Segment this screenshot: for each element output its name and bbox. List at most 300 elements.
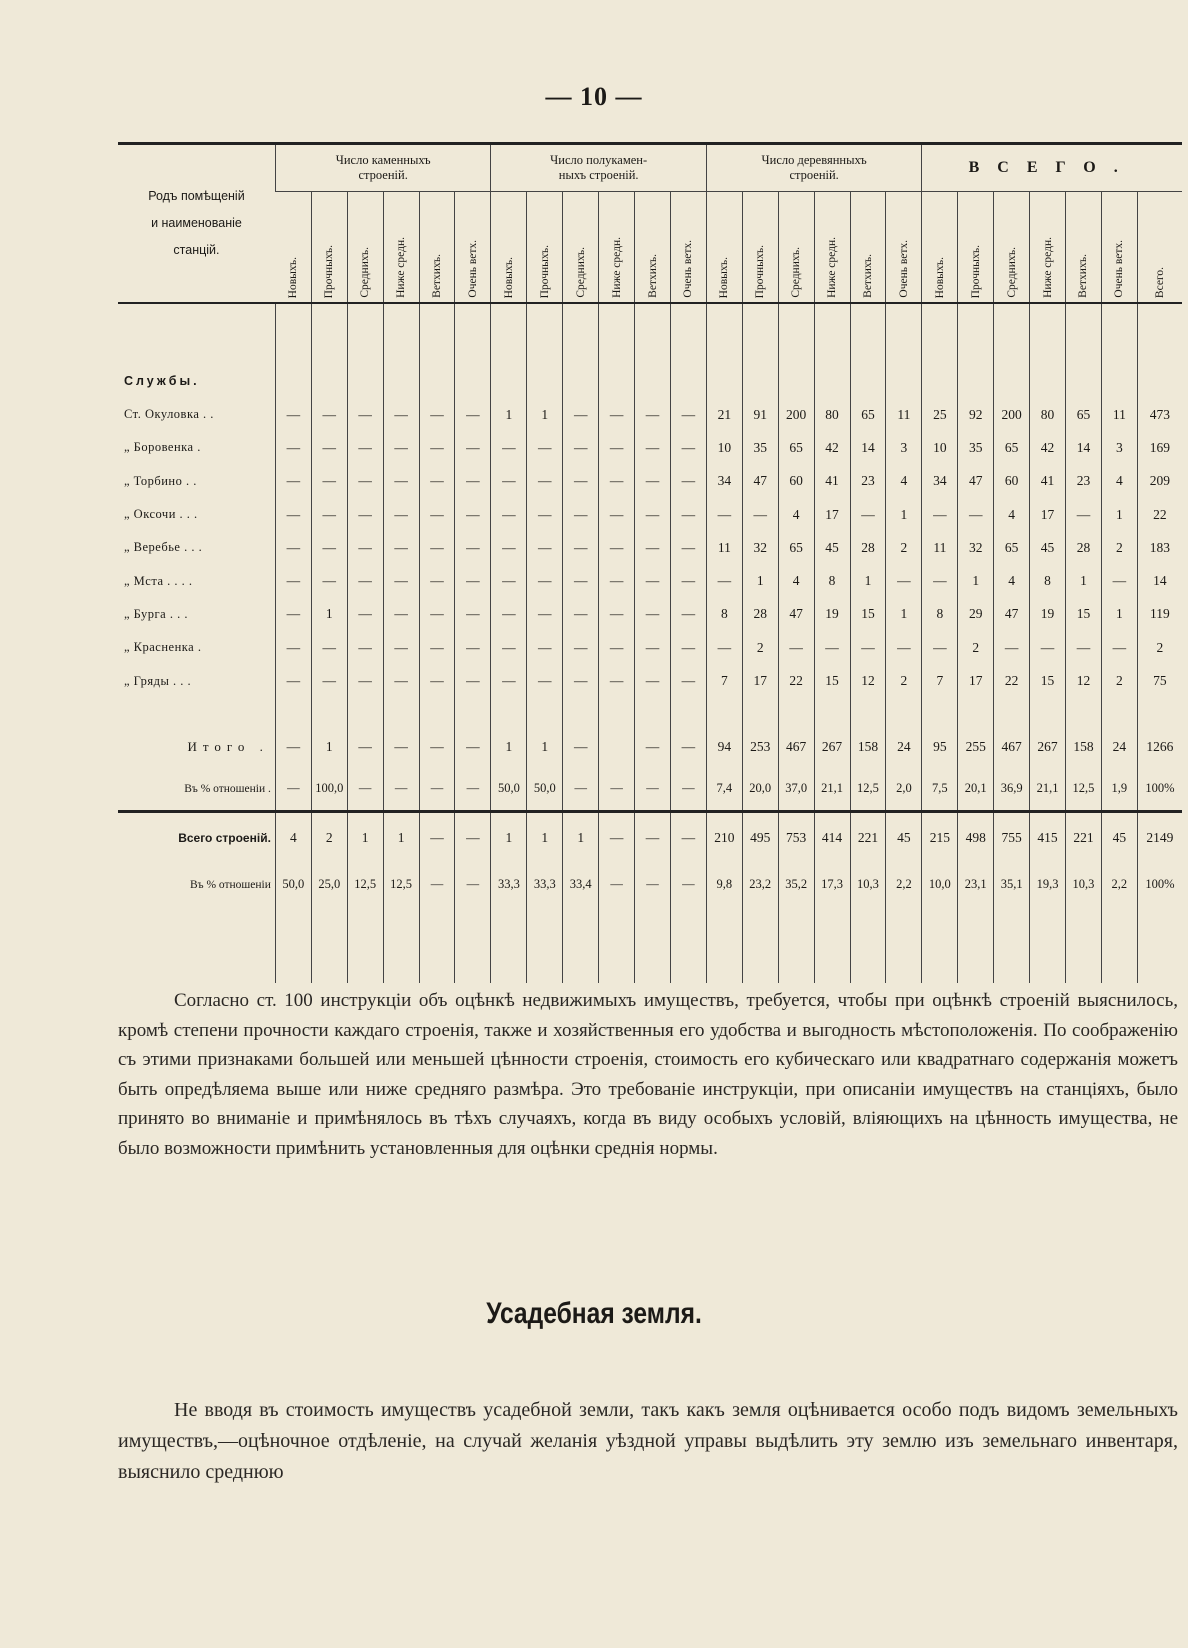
empty-cell [922,907,958,983]
table-cell: — [419,564,455,597]
subheader-semi-stone-3 [563,192,599,304]
subheader-total-7 [1137,192,1182,304]
table-cell: 10,3 [850,863,886,907]
empty-cell [1137,303,1182,364]
table-cell: — [455,498,491,531]
table-cell: 1 [311,598,347,631]
table-cell: 50,0 [491,768,527,810]
table-cell: — [383,498,419,531]
empty-cell [275,303,311,364]
table-cell: — [635,564,671,597]
table-cell: 28 [1066,531,1102,564]
row-label: „ Веребье . . . [124,540,203,555]
table-cell: 10,3 [1066,863,1102,907]
table-cell: 210 [706,811,742,863]
empty-cell [599,698,635,726]
table-cell: — [275,631,311,664]
empty-cell [383,907,419,983]
subheader-semi-stone-1 [491,192,527,304]
table-cell: 45 [814,531,850,564]
table-cell: — [599,664,635,697]
table-cell: 7,4 [706,768,742,810]
subheader-label: Ниже средн. [826,237,839,298]
subheader-stone-1 [275,192,311,304]
table-cell: — [347,531,383,564]
table-cell: 80 [814,398,850,431]
empty-cell [527,698,563,726]
subheader-semi-stone-2 [527,192,563,304]
table-cell: 35 [958,431,994,464]
empty-cell [347,698,383,726]
empty-cell [814,698,850,726]
empty-cell [347,303,383,364]
table-cell: 50,0 [527,768,563,810]
table-cell: 65 [778,531,814,564]
table-cell: — [527,431,563,464]
table-cell: — [527,631,563,664]
table-cell: 19,3 [1030,863,1066,907]
table-cell: — [563,531,599,564]
table-cell: — [563,398,599,431]
table-cell: 119 [1137,598,1182,631]
table-cell: 19 [1030,598,1066,631]
table-cell: — [599,564,635,597]
table-cell: 2,2 [1101,863,1137,907]
table-cell: 15 [850,598,886,631]
table-cell: — [419,863,455,907]
table-cell: — [886,564,922,597]
table-cell: — [814,631,850,664]
table-cell: 22 [994,664,1030,697]
table-cell: — [347,564,383,597]
table-cell: — [599,598,635,631]
empty-cell [1066,303,1102,364]
subheader-total-4 [1030,192,1066,304]
table-cell: — [347,398,383,431]
empty-cell [383,698,419,726]
table-cell: — [1101,631,1137,664]
table-cell: 100,0 [311,768,347,810]
table-cell: 10 [706,431,742,464]
section-row [118,364,1182,398]
subheader-label: Ниже средн. [395,237,408,298]
empty-cell [118,698,275,726]
table-cell: 1 [527,811,563,863]
empty-cell [994,698,1030,726]
empty-cell [994,907,1030,983]
table-cell: — [563,431,599,464]
table-cell: 14 [1066,431,1102,464]
table-cell: 47 [958,465,994,498]
table-cell: 32 [742,531,778,564]
empty-cell [706,698,742,726]
empty-cell [563,303,599,364]
table-cell: — [455,811,491,863]
table-cell: — [491,431,527,464]
empty-cell [706,364,742,398]
station-row [118,564,1182,597]
table-cell: 267 [814,726,850,768]
table-cell: 158 [850,726,886,768]
subheader-label: Среднихъ. [359,247,372,298]
table-cell: 4 [778,498,814,531]
empty-cell [491,303,527,364]
table-cell: 4 [275,811,311,863]
empty-cell [419,698,455,726]
group-header-semi-stone: Число полукамен- ныхъ строеній. [491,144,706,192]
section-heading: Усадебная земля. [486,1297,702,1330]
table-cell: 91 [742,398,778,431]
table-cell: — [383,768,419,810]
table-cell: 1266 [1137,726,1182,768]
table-cell: 100% [1137,768,1182,810]
table-cell: — [850,498,886,531]
table-cell: — [383,531,419,564]
table-cell: — [275,726,311,768]
empty-cell [455,698,491,726]
table-cell: 7 [706,664,742,697]
table-cell: — [311,431,347,464]
table-cell: 45 [1101,811,1137,863]
table-cell: 253 [742,726,778,768]
table-cell: 41 [1030,465,1066,498]
subheader-stone-3 [347,192,383,304]
empty-cell [670,698,706,726]
table-cell: — [419,431,455,464]
table-cell: 22 [1137,498,1182,531]
table-cell: — [1030,631,1066,664]
station-row [118,431,1182,464]
empty-cell [1066,698,1102,726]
empty-cell [778,698,814,726]
table-cell: — [850,631,886,664]
table-cell: 1 [742,564,778,597]
row-header-line-1: Родъ помѣщеній [148,189,245,203]
table-cell: — [670,531,706,564]
table-cell: — [599,863,635,907]
table-cell: — [994,631,1030,664]
table-cell: — [419,726,455,768]
table-cell: — [383,564,419,597]
row-label: „ Бурга . . . [124,606,188,621]
grand-total-row [118,811,1182,863]
table-cell: 1 [347,811,383,863]
table-cell: — [275,564,311,597]
subheader-label: Среднихъ. [574,247,587,298]
empty-cell [742,303,778,364]
table-cell: 8 [814,564,850,597]
table-cell: 33,4 [563,863,599,907]
table-cell: 753 [778,811,814,863]
table-cell: 1 [563,811,599,863]
table-cell: 15 [1066,598,1102,631]
subheader-wooden-4 [814,192,850,304]
empty-cell [1137,698,1182,726]
table-cell: — [347,768,383,810]
empty-cell [599,364,635,398]
table-cell: — [275,498,311,531]
empty-cell [670,303,706,364]
table-cell: 15 [814,664,850,697]
table-cell: 47 [994,598,1030,631]
table-cell: 42 [814,431,850,464]
empty-cell [527,364,563,398]
subheader-label: Прочныхъ. [969,244,982,298]
row-header [118,144,275,304]
table-cell: 34 [706,465,742,498]
row-label: Всего строеній. [178,830,271,845]
group-header-stone: Число каменныхъ строеній. [275,144,491,192]
empty-cell [814,364,850,398]
subheader-label: Новыхъ. [933,256,946,298]
empty-cell [635,303,671,364]
column-subheaders [118,192,1182,304]
table-cell: — [347,431,383,464]
table-cell: 75 [1137,664,1182,697]
empty-cell [1066,907,1102,983]
table-cell: 35,1 [994,863,1030,907]
table-cell: — [383,631,419,664]
table-cell: 9,8 [706,863,742,907]
table-cell: 495 [742,811,778,863]
station-row [118,664,1182,697]
table-cell: 17 [742,664,778,697]
empty-cell [635,907,671,983]
table-cell: — [275,431,311,464]
table-cell: — [706,564,742,597]
subheader-label: Ветхихъ. [430,254,443,298]
table-cell: — [670,598,706,631]
table-cell: — [670,664,706,697]
empty-cell [1137,907,1182,983]
empty-cell [1101,698,1137,726]
subheader-semi-stone-6 [670,192,706,304]
table-cell: — [491,498,527,531]
table-cell: 755 [994,811,1030,863]
group-header-wooden: Число деревянныхъ строеній. [706,144,922,192]
table-cell: 2 [886,664,922,697]
table-cell: 29 [958,598,994,631]
empty-cell [994,303,1030,364]
empty-cell [850,303,886,364]
empty-cell [118,907,275,983]
table-cell: 12,5 [383,863,419,907]
empty-cell [311,364,347,398]
empty-cell [383,364,419,398]
subheader-label: Очень ветх. [466,240,479,298]
table-cell: — [670,465,706,498]
table-cell: — [491,465,527,498]
subheader-label: Среднихъ. [790,247,803,298]
table-cell: 473 [1137,398,1182,431]
table-cell: 25,0 [311,863,347,907]
subheader-label: Ниже средн. [610,237,623,298]
subheader-label: Новыхъ. [287,256,300,298]
table-cell: — [455,431,491,464]
subheader-label: Ниже средн. [1041,237,1054,298]
table-cell: 92 [958,398,994,431]
table-cell: 20,1 [958,768,994,810]
table-cell: — [670,431,706,464]
table-cell: 28 [850,531,886,564]
empty-cell [527,907,563,983]
empty-cell [1101,907,1137,983]
table-cell: — [958,498,994,531]
subheader-label: Ветхихъ. [1077,254,1090,298]
table-cell: — [455,598,491,631]
paragraph-instruction [118,986,1178,1163]
subheader-label: Новыхъ. [502,256,515,298]
table-cell: — [563,598,599,631]
table-cell: 415 [1030,811,1066,863]
table-cell: — [778,631,814,664]
table-cell: 33,3 [527,863,563,907]
table-cell: — [635,465,671,498]
empty-cell [886,907,922,983]
spacer-row [118,907,1182,983]
row-label: „ Мста . . . . [124,573,193,588]
table-cell: 24 [886,726,922,768]
group-header-total: ВСЕГО. [922,144,1182,192]
table-cell: 7 [922,664,958,697]
table-cell: — [670,863,706,907]
table-cell: 209 [1137,465,1182,498]
table-cell: 60 [778,465,814,498]
table-cell: — [347,498,383,531]
empty-cell [347,364,383,398]
table-cell: — [527,564,563,597]
table-cell: 11 [1101,398,1137,431]
table-cell: — [311,631,347,664]
table-cell: — [311,664,347,697]
empty-cell [275,364,311,398]
empty-cell [922,698,958,726]
table-cell: 42 [1030,431,1066,464]
table-cell: 1 [1101,498,1137,531]
table-cell: 2 [742,631,778,664]
empty-cell [670,364,706,398]
table-cell: 11 [886,398,922,431]
empty-cell [1030,698,1066,726]
empty-cell [778,364,814,398]
empty-cell [706,907,742,983]
table-cell: — [491,531,527,564]
empty-cell [635,364,671,398]
table-cell: — [455,726,491,768]
table-cell: — [742,498,778,531]
table-cell: — [670,631,706,664]
subheader-total-3 [994,192,1030,304]
table-cell: — [419,398,455,431]
table-cell: — [670,398,706,431]
empty-cell [958,303,994,364]
row-header-line-2: и наименованіе [151,216,242,230]
table-cell: — [455,531,491,564]
table-cell: — [383,664,419,697]
table-cell: 23 [850,465,886,498]
empty-cell [742,364,778,398]
empty-cell [778,303,814,364]
subheader-stone-2 [311,192,347,304]
station-row [118,631,1182,664]
table-cell: — [635,811,671,863]
table-cell: 12 [1066,664,1102,697]
table-cell: 35,2 [778,863,814,907]
empty-cell [1030,364,1066,398]
table-cell: — [635,498,671,531]
table-cell: 215 [922,811,958,863]
table-cell: 94 [706,726,742,768]
station-row [118,465,1182,498]
table-cell: 22 [778,664,814,697]
table-cell: — [419,598,455,631]
table-cell: 158 [1066,726,1102,768]
empty-cell [275,907,311,983]
table-cell: — [635,768,671,810]
table-cell: — [491,664,527,697]
table-cell: 1 [527,726,563,768]
empty-cell [1066,364,1102,398]
table-cell: — [455,863,491,907]
table-cell: 21 [706,398,742,431]
table-cell: — [563,498,599,531]
table-cell: 12,5 [850,768,886,810]
empty-cell [275,698,311,726]
table-cell: — [599,811,635,863]
table-cell: — [419,498,455,531]
table-cell: 10,0 [922,863,958,907]
table-cell: 65 [1066,398,1102,431]
table-cell: — [491,598,527,631]
table-cell: — [527,498,563,531]
table-cell: 4 [778,564,814,597]
table-cell: — [419,664,455,697]
subheader-label: Прочныхъ. [754,244,767,298]
empty-cell [1101,303,1137,364]
subheader-wooden-5 [850,192,886,304]
table-cell: 2 [958,631,994,664]
table-cell: 23,1 [958,863,994,907]
table-cell: 221 [1066,811,1102,863]
table-cell: — [563,564,599,597]
empty-cell [1137,364,1182,398]
table-cell: 200 [994,398,1030,431]
table-cell: 1 [383,811,419,863]
table-cell: 50,0 [275,863,311,907]
empty-cell [958,698,994,726]
table-cell: — [419,531,455,564]
table-cell: 2 [1101,664,1137,697]
empty-cell [527,303,563,364]
table-cell: — [635,431,671,464]
table-cell: — [563,465,599,498]
row-label: „ Гряды . . . [124,673,192,688]
empty-cell [922,303,958,364]
table-cell: 19 [814,598,850,631]
subheader-stone-5 [419,192,455,304]
row-label: Въ % отношеніи [189,878,271,891]
table-cell: 8 [706,598,742,631]
table-cell: 14 [1137,564,1182,597]
table-cell: 17 [958,664,994,697]
row-label: Итого . [187,738,269,754]
empty-cell [311,303,347,364]
table-cell: — [491,564,527,597]
subheader-total-2 [958,192,994,304]
table-cell: — [347,664,383,697]
table-cell: 4 [1101,465,1137,498]
station-row [118,598,1182,631]
